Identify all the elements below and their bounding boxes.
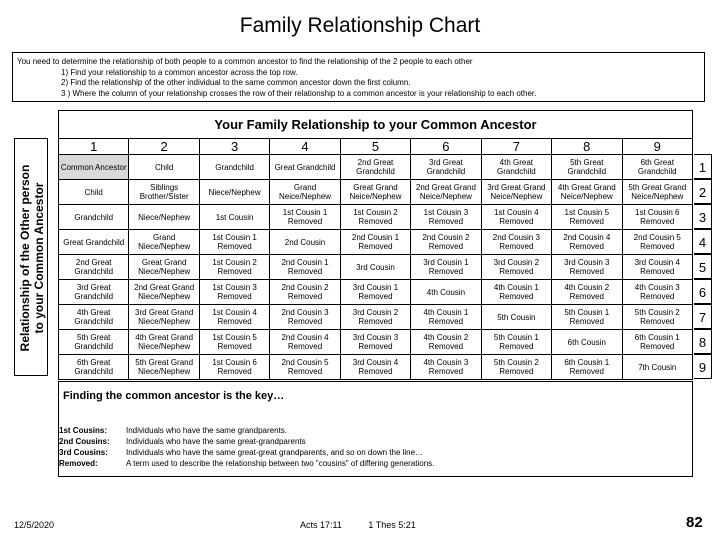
table-cell: 2nd Cousin 4 Removed <box>270 330 340 355</box>
key-definition: A term used to describe the relationship between two "cousins" of differing generations. <box>126 459 435 468</box>
table-cell: 5th Cousin 1 Removed <box>481 330 551 355</box>
column-number: 3 <box>199 139 269 155</box>
table-cell: Child <box>59 180 129 205</box>
table-cell: 3rd Cousin 3 Removed <box>340 330 410 355</box>
table-row <box>59 180 693 205</box>
column-number: 2 <box>129 139 199 155</box>
table-cell: 2nd Cousin 3 Removed <box>481 230 551 255</box>
table-cell: 2nd Cousin 1 Removed <box>340 230 410 255</box>
footer-reference: 1 Thes 5:21 <box>368 520 416 530</box>
column-number: 6 <box>411 139 481 155</box>
table-cell: 5th Great Grandchild <box>59 330 129 355</box>
table-cell: 7th Cousin <box>622 355 693 380</box>
key-box <box>58 381 693 477</box>
table-cell: 1st Cousin <box>199 205 269 230</box>
table-cell: 2nd Great Grandchild <box>340 155 410 180</box>
key-term: 1st Cousins: <box>59 426 108 435</box>
row-number: 4 <box>694 229 712 254</box>
row-number: 6 <box>694 279 712 304</box>
table-cell: 3rd Great Grandchild <box>411 155 481 180</box>
row-number: 8 <box>694 329 712 354</box>
page-title: Family Relationship Chart <box>239 14 481 37</box>
instruction-step-3: 3 ) Where the column of your relationship crosses the row of their relationship to a common ancestor is your relationship to each other. <box>61 88 537 98</box>
table-cell: 5th Cousin 2 Removed <box>622 305 693 330</box>
side-label-box <box>14 138 48 376</box>
table-cell: 6th Cousin 1 Removed <box>552 355 622 380</box>
table-cell: 3rd Cousin 2 Removed <box>340 305 410 330</box>
table-cell: Grand Niece/Nephew <box>129 230 199 255</box>
table-cell: 4th Great Grand Niece/Nephew <box>129 330 199 355</box>
table-cell: 1st Cousin 6 Removed <box>199 355 269 380</box>
table-cell: 3rd Cousin 2 Removed <box>481 255 551 280</box>
table-cell: 2nd Cousin 2 Removed <box>411 230 481 255</box>
table-cell: 3rd Great Grand Neice/Nephew <box>481 180 551 205</box>
table-cell: 4th Cousin 3 Removed <box>411 355 481 380</box>
footer-references <box>300 520 440 530</box>
table-cell: 6th Great Grandchild <box>59 355 129 380</box>
table-cell: 1st Cousin 3 Removed <box>411 205 481 230</box>
table-row <box>59 355 693 380</box>
column-number: 9 <box>622 139 693 155</box>
footer-reference: Acts 17:11 <box>300 520 342 530</box>
table-cell: Child <box>129 155 199 180</box>
row-number: 3 <box>694 204 712 229</box>
row-number: 5 <box>694 254 712 279</box>
table-cell: 1st Cousin 3 Removed <box>199 280 269 305</box>
instructions-box <box>12 52 705 102</box>
table-cell: 6th Cousin <box>552 330 622 355</box>
table-cell: Grand Neice/Nephew <box>270 180 340 205</box>
instruction-step-1: 1) Find your relationship to a common ancestor across the top row. <box>61 67 298 77</box>
table-cell: Siblings Brother/Sister <box>129 180 199 205</box>
table-cell: 1st Cousin 5 Removed <box>552 205 622 230</box>
table-cell: 3rd Great Grandchild <box>59 280 129 305</box>
table-cell: Great Grandchild <box>59 230 129 255</box>
column-number-row <box>59 139 693 155</box>
table-cell: 2nd Cousin 2 Removed <box>270 280 340 305</box>
table-cell: 1st Cousin 2 Removed <box>340 205 410 230</box>
table-cell: 3rd Cousin 1 Removed <box>340 280 410 305</box>
table-cell: 1st Cousin 4 Removed <box>481 205 551 230</box>
table-row <box>59 305 693 330</box>
table-cell: 3rd Great Grand Niece/Nephew <box>129 305 199 330</box>
instruction-step-2: 2) Find the relationship of the other individual to the same common ancestor down the first column. <box>61 78 411 87</box>
key-definition: Individuals who have the same grandparents. <box>126 426 287 435</box>
key-term: 2nd Cousins: <box>59 437 110 446</box>
table-row <box>59 230 693 255</box>
table-cell: 2nd Cousin 5 Removed <box>622 230 693 255</box>
table-cell: 3rd Cousin 3 Removed <box>552 255 622 280</box>
table-cell: 2nd Great Grand Neice/Nephew <box>411 180 481 205</box>
table-cell: 3rd Cousin 4 Removed <box>340 355 410 380</box>
table-cell: Great Grandchild <box>270 155 340 180</box>
table-cell: Grandchild <box>59 205 129 230</box>
column-number: 4 <box>270 139 340 155</box>
table-cell: 5th Cousin 2 Removed <box>481 355 551 380</box>
table-cell: Great Grand Niece/Nephew <box>129 255 199 280</box>
column-number: 8 <box>552 139 622 155</box>
table-cell: 2nd Cousin 4 Removed <box>552 230 622 255</box>
table-cell: 2nd Cousin <box>270 230 340 255</box>
table-cell: 2nd Great Grandchild <box>59 255 129 280</box>
table-cell: 4th Cousin 2 Removed <box>552 280 622 305</box>
row-number: 9 <box>694 354 712 379</box>
instructions-intro: You need to determine the relationship of both people to a common ancestor to find the relationship of the 2 people to each other <box>17 57 473 66</box>
table-cell: 5th Cousin 1 Removed <box>552 305 622 330</box>
table-cell: 2nd Cousin 1 Removed <box>270 255 340 280</box>
column-number: 7 <box>481 139 551 155</box>
table-cell: 4th Great Grand Neice/Nephew <box>552 180 622 205</box>
key-term: Removed: <box>59 459 98 468</box>
table-cell: Common Ancestor <box>59 155 129 180</box>
column-number: 5 <box>340 139 410 155</box>
side-label-line-2: to your Common Ancestor <box>32 182 46 334</box>
table-cell: 4th Great Grandchild <box>481 155 551 180</box>
key-term: 3rd Cousins: <box>59 448 108 457</box>
table-cell: 1st Cousin 4 Removed <box>199 305 269 330</box>
table-cell: Grandchild <box>199 155 269 180</box>
table-cell: 5th Cousin <box>481 305 551 330</box>
table-cell: 6th Great Grandchild <box>622 155 693 180</box>
table-cell: 4th Cousin <box>411 280 481 305</box>
row-number: 1 <box>694 154 712 179</box>
table-cell: 4th Cousin 1 Removed <box>411 305 481 330</box>
table-cell: 2nd Cousin 5 Removed <box>270 355 340 380</box>
table-cell: 1st Cousin 1 Removed <box>199 230 269 255</box>
table-cell: 5th Great Grand Neice/Nephew <box>622 180 693 205</box>
table-cell: 4th Cousin 3 Removed <box>622 280 693 305</box>
row-number: 2 <box>694 179 712 204</box>
row-numbers <box>694 154 712 379</box>
footer-date: 12/5/2020 <box>14 520 55 530</box>
table-row <box>59 255 693 280</box>
table-cell: 3rd Cousin 4 Removed <box>622 255 693 280</box>
table-cell: 2nd Cousin 3 Removed <box>270 305 340 330</box>
key-heading: Finding the common ancestor is the key… <box>63 390 285 402</box>
table-cell: 4th Cousin 2 Removed <box>411 330 481 355</box>
table-cell: 3rd Cousin <box>340 255 410 280</box>
table-cell: 2nd Great Grand Niece/Nephew <box>129 280 199 305</box>
table-cell: 5th Great Grandchild <box>552 155 622 180</box>
table-cell: 4th Cousin 1 Removed <box>481 280 551 305</box>
table-cell: Niece/Nephew <box>199 180 269 205</box>
key-definition: Individuals who have the same great-grandparents <box>126 437 306 446</box>
table-cell: 1st Cousin 2 Removed <box>199 255 269 280</box>
grid-title: Your Family Relationship to your Common Ancestor <box>58 110 693 138</box>
side-label-line-1: Relationship of the Other person <box>18 164 32 352</box>
table-cell: Niece/Nephew <box>129 205 199 230</box>
table-cell: 1st Cousin 1 Removed <box>270 205 340 230</box>
column-number: 1 <box>59 139 129 155</box>
table-row <box>59 330 693 355</box>
table-cell: Great Grand Neice/Nephew <box>340 180 410 205</box>
table-cell: 1st Cousin 5 Removed <box>199 330 269 355</box>
row-number: 7 <box>694 304 712 329</box>
table-cell: 5th Great Grand Niece/Nephew <box>129 355 199 380</box>
table-cell: 1st Cousin 6 Removed <box>622 205 693 230</box>
table-row <box>59 280 693 305</box>
page-number: 82 <box>686 514 703 531</box>
table-cell: 3rd Cousin 1 Removed <box>411 255 481 280</box>
key-definition: Individuals who have the same great-great grandparents, and so on down the line… <box>126 448 424 457</box>
table-cell: 6th Cousin 1 Removed <box>622 330 693 355</box>
table-row <box>59 155 693 180</box>
side-label <box>18 140 46 376</box>
table-row <box>59 205 693 230</box>
relationship-table <box>58 138 693 380</box>
table-cell: 4th Great Grandchild <box>59 305 129 330</box>
